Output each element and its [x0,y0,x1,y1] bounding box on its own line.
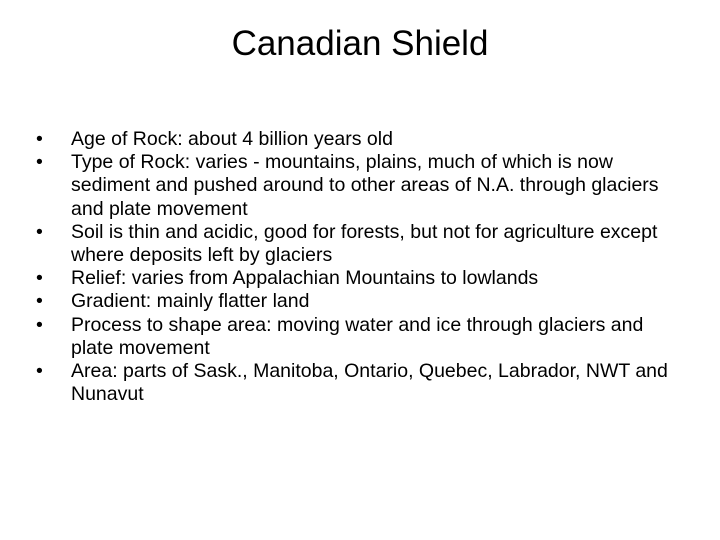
bullet-item-gradient [36,290,686,313]
bullet-text: Area: parts of Sask., Manitoba, Ontario, Quebec, Labrador, NWT and Nunavut [71,360,668,406]
bullet-item-area [36,360,686,406]
bullet-item-relief [36,267,686,290]
bullet-item-type-of-rock [36,151,686,221]
bullet-text: Age of Rock: about 4 billion years old [71,128,393,150]
bullet-item-soil [36,221,686,267]
bullet-icon: • [36,313,43,336]
slide-title: Canadian Shield [231,24,489,63]
bullet-text: Type of Rock: varies - mountains, plains, much of which is now sediment and pushed around to other areas of N.A. through glaciers and plate movement [71,151,659,220]
bullet-icon: • [36,267,43,290]
bullet-icon: • [36,151,43,174]
bullet-item-process [36,314,686,360]
bullet-list [36,128,686,406]
bullet-icon: • [36,220,43,243]
bullet-icon: • [36,290,43,313]
bullet-text: Process to shape area: moving water and ice through glaciers and plate movement [71,313,644,359]
bullet-item-age-of-rock [36,128,686,151]
bullet-text: Relief: varies from Appalachian Mountains to lowlands [71,267,539,290]
bullet-text: Gradient: mainly flatter land [71,290,310,313]
bullet-text: Soil is thin and acidic, good for forests, but not for agriculture except where deposits left by glaciers [71,220,658,267]
bullet-icon: • [36,360,43,383]
bullet-icon: • [36,128,43,150]
